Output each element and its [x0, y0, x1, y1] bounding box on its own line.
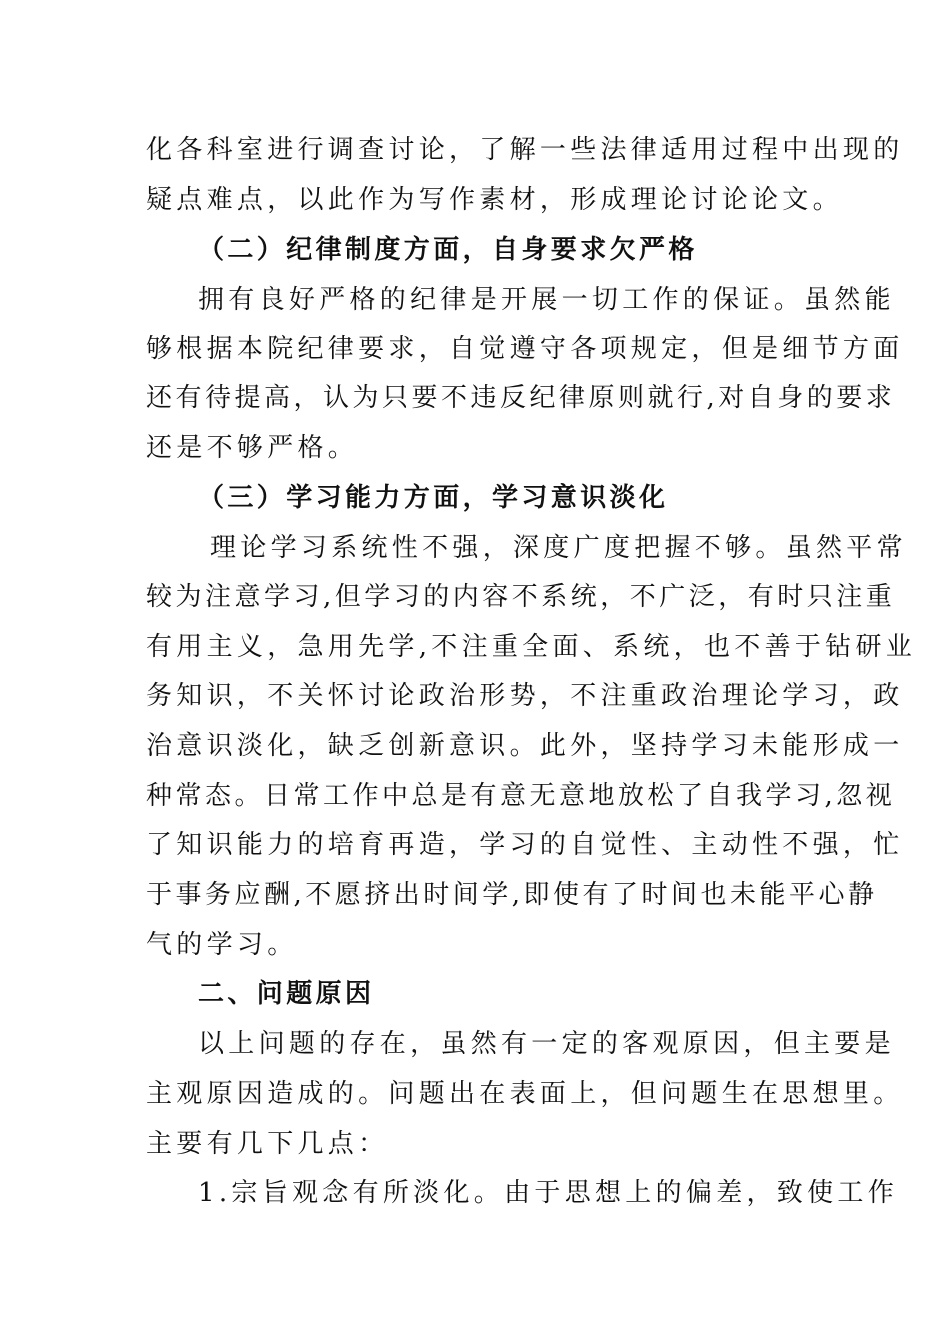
- paragraph-line: 化各科室进行调查讨论，了解一些法律适用过程中出现的: [146, 135, 904, 165]
- paragraph-line: 治意识淡化，缺乏创新意识。此外，坚持学习未能形成一: [146, 731, 904, 761]
- paragraph-line: 1.宗旨观念有所淡化。由于思想上的偏差，致使工作: [198, 1178, 899, 1208]
- paragraph-line: 气的学习。: [146, 930, 298, 960]
- paragraph-line: 主观原因造成的。问题出在表面上，但问题生在思想里。: [146, 1079, 904, 1109]
- paragraph-line: 较为注意学习,但学习的内容不系统，不广泛，有时只注重: [146, 582, 896, 612]
- paragraph-line: 务知识，不关怀讨论政治形势，不注重政治理论学习，政: [146, 681, 904, 711]
- section-heading-discipline: （二）纪律制度方面，自身要求欠严格: [198, 235, 698, 265]
- section-heading-causes: 二、问题原因: [198, 979, 375, 1009]
- paragraph-line: 种常态。日常工作中总是有意无意地放松了自我学习,忽视: [146, 781, 896, 811]
- paragraph-line: 以上问题的存在，虽然有一定的客观原因，但主要是: [198, 1029, 895, 1059]
- paragraph-line: 于事务应酬,不愿挤出时间学,即使有了时间也未能平心静: [146, 880, 878, 910]
- paragraph-line: 拥有良好严格的纪律是开展一切工作的保证。虽然能: [198, 285, 895, 315]
- paragraph-line: 理论学习系统性不强，深度广度把握不够。虽然平常: [210, 533, 907, 563]
- paragraph-line: 够根据本院纪律要求，自觉遵守各项规定，但是细节方面: [146, 334, 904, 364]
- section-heading-learning: （三）学习能力方面，学习意识淡化: [198, 483, 669, 513]
- paragraph-line: 还有待提高，认为只要不违反纪律原则就行,对自身的要求: [146, 383, 896, 413]
- paragraph-line: 有用主义，急用先学,不注重全面、系统，也不善于钻研业: [146, 632, 917, 662]
- paragraph-line: 还是不够严格。: [146, 433, 359, 463]
- paragraph-line: 了知识能力的培育再造，学习的自觉性、主动性不强，忙: [146, 830, 904, 860]
- paragraph-line: 疑点难点，以此作为写作素材，形成理论讨论论文。: [146, 185, 843, 215]
- paragraph-line: 主要有几下几点：: [146, 1129, 389, 1159]
